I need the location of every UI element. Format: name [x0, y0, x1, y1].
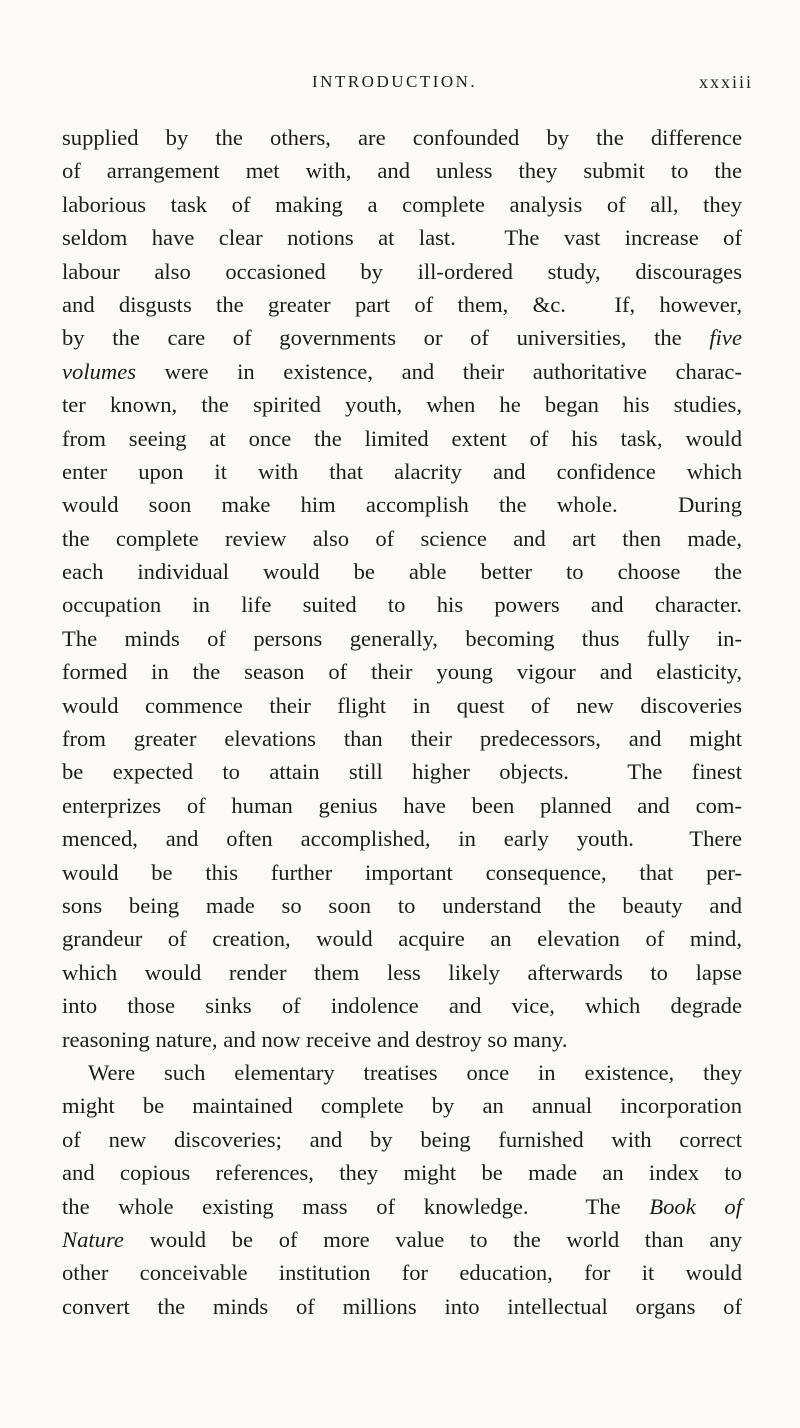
text-line — [62, 1190, 742, 1223]
italic-text: volumes — [62, 358, 137, 384]
text-line — [62, 522, 742, 555]
italic-text: five — [709, 325, 742, 351]
text-line — [62, 121, 742, 154]
text-segment: the whole existing mass of knowledge. The — [62, 1193, 650, 1219]
text-segment: which would render them less likely afterwards to lapse — [62, 959, 742, 985]
text-segment: would be of more value to the world than any — [123, 1226, 742, 1252]
text-segment: would be this further important consequence, that per- — [62, 859, 742, 885]
text-segment: enterprizes of human genius have been planned and com- — [62, 792, 742, 818]
text-segment: occupation in life suited to his powers and character. — [62, 592, 742, 618]
text-line — [62, 288, 742, 321]
italic-text: Book of — [649, 1193, 742, 1219]
text-line — [62, 689, 742, 722]
text-segment: be expected to attain still higher objects. The finest — [62, 759, 742, 785]
text-line — [62, 956, 742, 989]
text-line — [62, 1290, 742, 1323]
text-line — [62, 154, 742, 187]
text-segment: labour also occasioned by ill-ordered study, discourages — [62, 258, 742, 284]
text-line — [62, 1256, 742, 1289]
text-line — [62, 555, 742, 588]
text-segment: reasoning nature, and now receive and destroy so many. — [62, 1026, 568, 1052]
text-segment: formed in the season of their young vigour and elasticity, — [62, 659, 742, 685]
text-segment: enter upon it with that alacrity and confidence which — [62, 458, 742, 484]
text-segment: The minds of persons generally, becoming thus fully in- — [62, 625, 742, 651]
text-line — [62, 1056, 742, 1089]
text-segment: of arrangement met with, and unless they submit to the — [62, 158, 742, 184]
text-line — [62, 1123, 742, 1156]
text-segment: Were such elementary treatises once in existence, they — [88, 1059, 742, 1085]
text-line — [62, 856, 742, 889]
text-segment: supplied by the others, are confounded by the difference — [62, 125, 742, 150]
text-line — [62, 1023, 742, 1056]
text-segment: menced, and often accomplished, in early youth. There — [62, 826, 742, 852]
text-line — [62, 255, 742, 288]
text-line — [62, 388, 742, 421]
text-segment: and disgusts the greater part of them, &c. If, however, — [62, 291, 742, 317]
text-line — [62, 355, 742, 388]
text-line — [62, 588, 742, 621]
page-number: xxxiii — [699, 72, 754, 92]
text-segment: each individual would be able better to choose the — [62, 559, 742, 585]
text-line — [62, 655, 742, 688]
text-segment: by the care of governments or of universities, the — [62, 325, 710, 351]
text-segment: ter known, the spirited youth, when he began his studies, — [62, 392, 742, 418]
text-segment: from greater elevations than their predecessors, and might — [62, 726, 742, 752]
page-header — [0, 58, 800, 98]
text-segment: convert the minds of millions into intellectual organs of — [62, 1293, 742, 1319]
text-segment: other conceivable institution for education, for it would — [62, 1260, 742, 1286]
text-line — [62, 989, 742, 1022]
text-line — [62, 822, 742, 855]
text-line — [62, 455, 742, 488]
text-segment: grandeur of creation, would acquire an elevation of mind, — [62, 926, 742, 952]
text-segment: sons being made so soon to understand the beauty and — [62, 892, 742, 918]
text-segment: and copious references, they might be made an index to — [62, 1160, 742, 1186]
text-segment: the complete review also of science and art then made, — [62, 525, 742, 551]
text-segment: were in existence, and their authoritative charac- — [136, 358, 742, 384]
text-line — [62, 221, 742, 254]
text-line — [62, 722, 742, 755]
text-line — [62, 1223, 742, 1256]
text-line — [62, 1156, 742, 1189]
running-title: INTRODUCTION. — [312, 72, 478, 91]
text-line — [62, 488, 742, 521]
text-line — [62, 321, 742, 354]
text-segment: of new discoveries; and by being furnished with correct — [62, 1126, 742, 1152]
body-text — [62, 121, 742, 1323]
text-line — [62, 188, 742, 221]
text-line — [62, 755, 742, 788]
text-segment: would commence their flight in quest of new discoveries — [62, 692, 742, 718]
text-line — [62, 622, 742, 655]
text-segment: laborious task of making a complete analysis of all, they — [62, 191, 742, 217]
text-segment: into those sinks of indolence and vice, which degrade — [62, 993, 742, 1019]
italic-text: Nature — [62, 1226, 124, 1252]
text-line — [62, 422, 742, 455]
text-segment: seldom have clear notions at last. The vast increase of — [62, 225, 742, 251]
text-segment: from seeing at once the limited extent of his task, would — [62, 425, 742, 451]
text-line — [62, 789, 742, 822]
text-segment: might be maintained complete by an annual incorporation — [62, 1093, 742, 1119]
text-line — [62, 922, 742, 955]
text-segment: would soon make him accomplish the whole. During — [62, 492, 742, 518]
text-line — [62, 1089, 742, 1122]
text-line — [62, 889, 742, 922]
